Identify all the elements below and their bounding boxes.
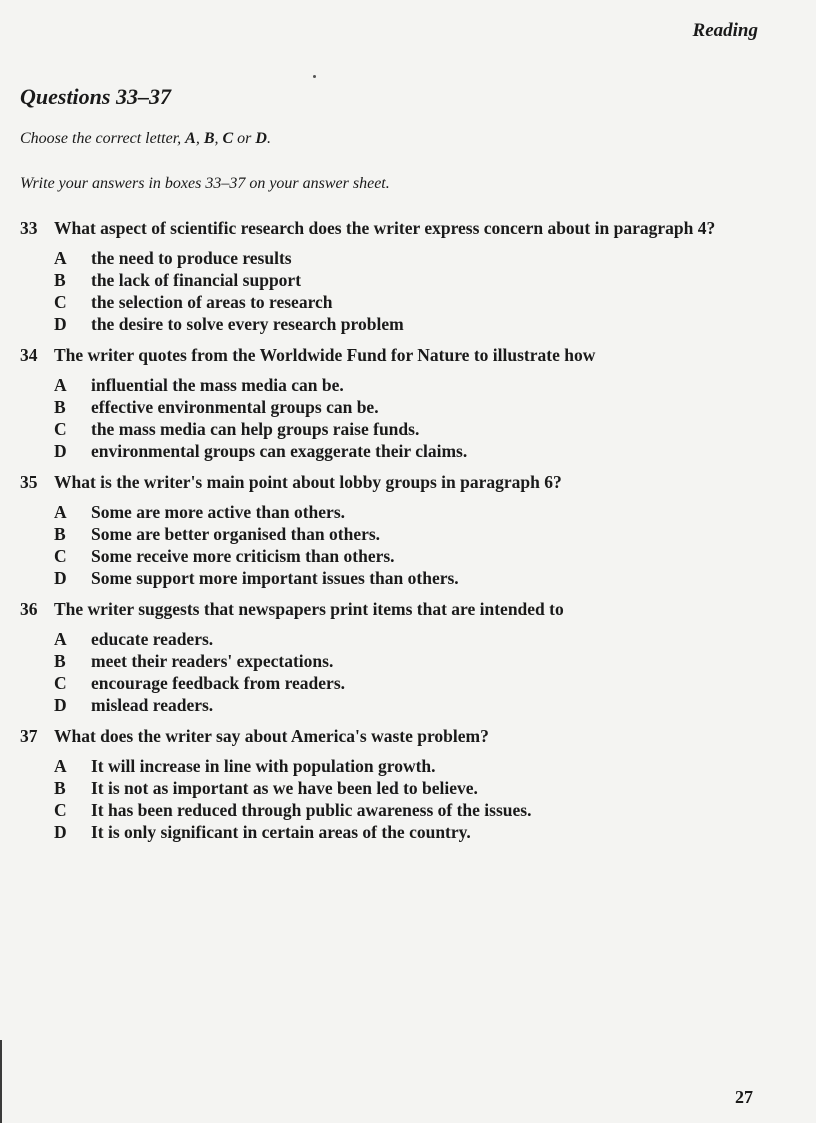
question-text: What aspect of scientific research does the writer express concern about in paragraph 4? [54,218,716,238]
instruction-letter-a: A [185,130,196,147]
option-d [54,313,800,335]
option-text: environmental groups can exaggerate their claims. [91,441,468,461]
option-list [54,247,800,335]
option-letter: D [54,441,67,461]
option-text: educate readers. [91,629,214,649]
question-number: 37 [20,726,38,746]
option-c [54,291,800,313]
option-letter: C [54,546,67,566]
option-text: It is not as important as we have been led to believe. [91,778,478,798]
option-text: the mass media can help groups raise funds. [91,419,420,439]
section-title: Questions 33–37 [20,84,171,109]
instruction-letter-d: D [255,130,267,147]
option-text: It is only significant in certain areas of the country. [91,822,471,842]
question-33 [20,217,800,335]
instruction-answer-sheet: Write your answers in boxes 33–37 on your answer sheet. [20,175,390,192]
option-list [54,501,800,589]
option-c [54,799,800,821]
question-text: What is the writer's main point about lobby groups in paragraph 6? [54,472,562,492]
option-b [54,396,800,418]
option-d [54,440,800,462]
scan-edge-shadow [0,1040,2,1123]
instruction-choose-letter: Choose the correct letter, A, B, C or D. [20,130,271,147]
option-text: influential the mass media can be. [91,375,344,395]
question-34 [20,344,800,462]
option-a [54,501,800,523]
option-text: the desire to solve every research problem [91,314,404,334]
option-b [54,650,800,672]
scan-speck [313,75,316,78]
running-header: Reading [692,20,758,41]
question-text: The writer suggests that newspapers print items that are intended to [54,599,564,619]
option-a [54,374,800,396]
option-a [54,247,800,269]
option-letter: A [54,248,67,268]
question-list [20,217,800,852]
option-c [54,418,800,440]
question-37 [20,725,800,843]
option-text: Some support more important issues than others. [91,568,459,588]
option-text: encourage feedback from readers. [91,673,346,693]
option-text: the lack of financial support [91,270,302,290]
option-letter: C [54,673,67,693]
option-text: mislead readers. [91,695,214,715]
option-text: the selection of areas to research [91,292,333,312]
option-text: Some are more active than others. [91,502,346,522]
option-letter: B [54,524,66,544]
option-letter: C [54,800,67,820]
option-text: effective environmental groups can be. [91,397,379,417]
option-letter: C [54,419,67,439]
option-letter: A [54,629,67,649]
option-text: meet their readers' expectations. [91,651,334,671]
option-d [54,567,800,589]
question-stem [20,598,800,620]
option-text: Some are better organised than others. [91,524,381,544]
question-36 [20,598,800,716]
option-letter: B [54,651,66,671]
option-b [54,269,800,291]
option-text: the need to produce results [91,248,292,268]
option-letter: B [54,397,66,417]
option-letter: A [54,375,67,395]
question-number: 34 [20,345,38,365]
question-text: What does the writer say about America's waste problem? [54,726,489,746]
question-number: 33 [20,218,38,238]
question-stem [20,471,800,493]
page-number: 27 [735,1087,753,1107]
option-b [54,523,800,545]
option-list [54,755,800,843]
option-c [54,672,800,694]
question-35 [20,471,800,589]
option-a [54,755,800,777]
question-stem [20,725,800,747]
option-b [54,777,800,799]
instruction-letter-b: B [203,130,215,147]
option-letter: D [54,695,67,715]
option-letter: A [54,502,67,522]
option-text: It has been reduced through public awareness of the issues. [91,800,532,820]
option-text: It will increase in line with population growth. [91,756,436,776]
option-d [54,821,800,843]
option-list [54,374,800,462]
instruction-prefix: Choose the correct letter, [20,130,186,147]
option-letter: B [54,778,66,798]
option-letter: D [54,822,67,842]
question-stem [20,344,800,366]
option-letter: B [54,270,66,290]
question-stem [20,217,800,239]
option-letter: D [54,314,67,334]
question-text: The writer quotes from the Worldwide Fund for Nature to illustrate how [54,345,596,365]
option-c [54,545,800,567]
question-number: 35 [20,472,38,492]
option-a [54,628,800,650]
option-letter: D [54,568,67,588]
option-letter: A [54,756,67,776]
option-text: Some receive more criticism than others. [91,546,395,566]
question-number: 36 [20,599,38,619]
option-list [54,628,800,716]
instruction-letter-c: C [222,130,234,147]
option-letter: C [54,292,67,312]
option-d [54,694,800,716]
